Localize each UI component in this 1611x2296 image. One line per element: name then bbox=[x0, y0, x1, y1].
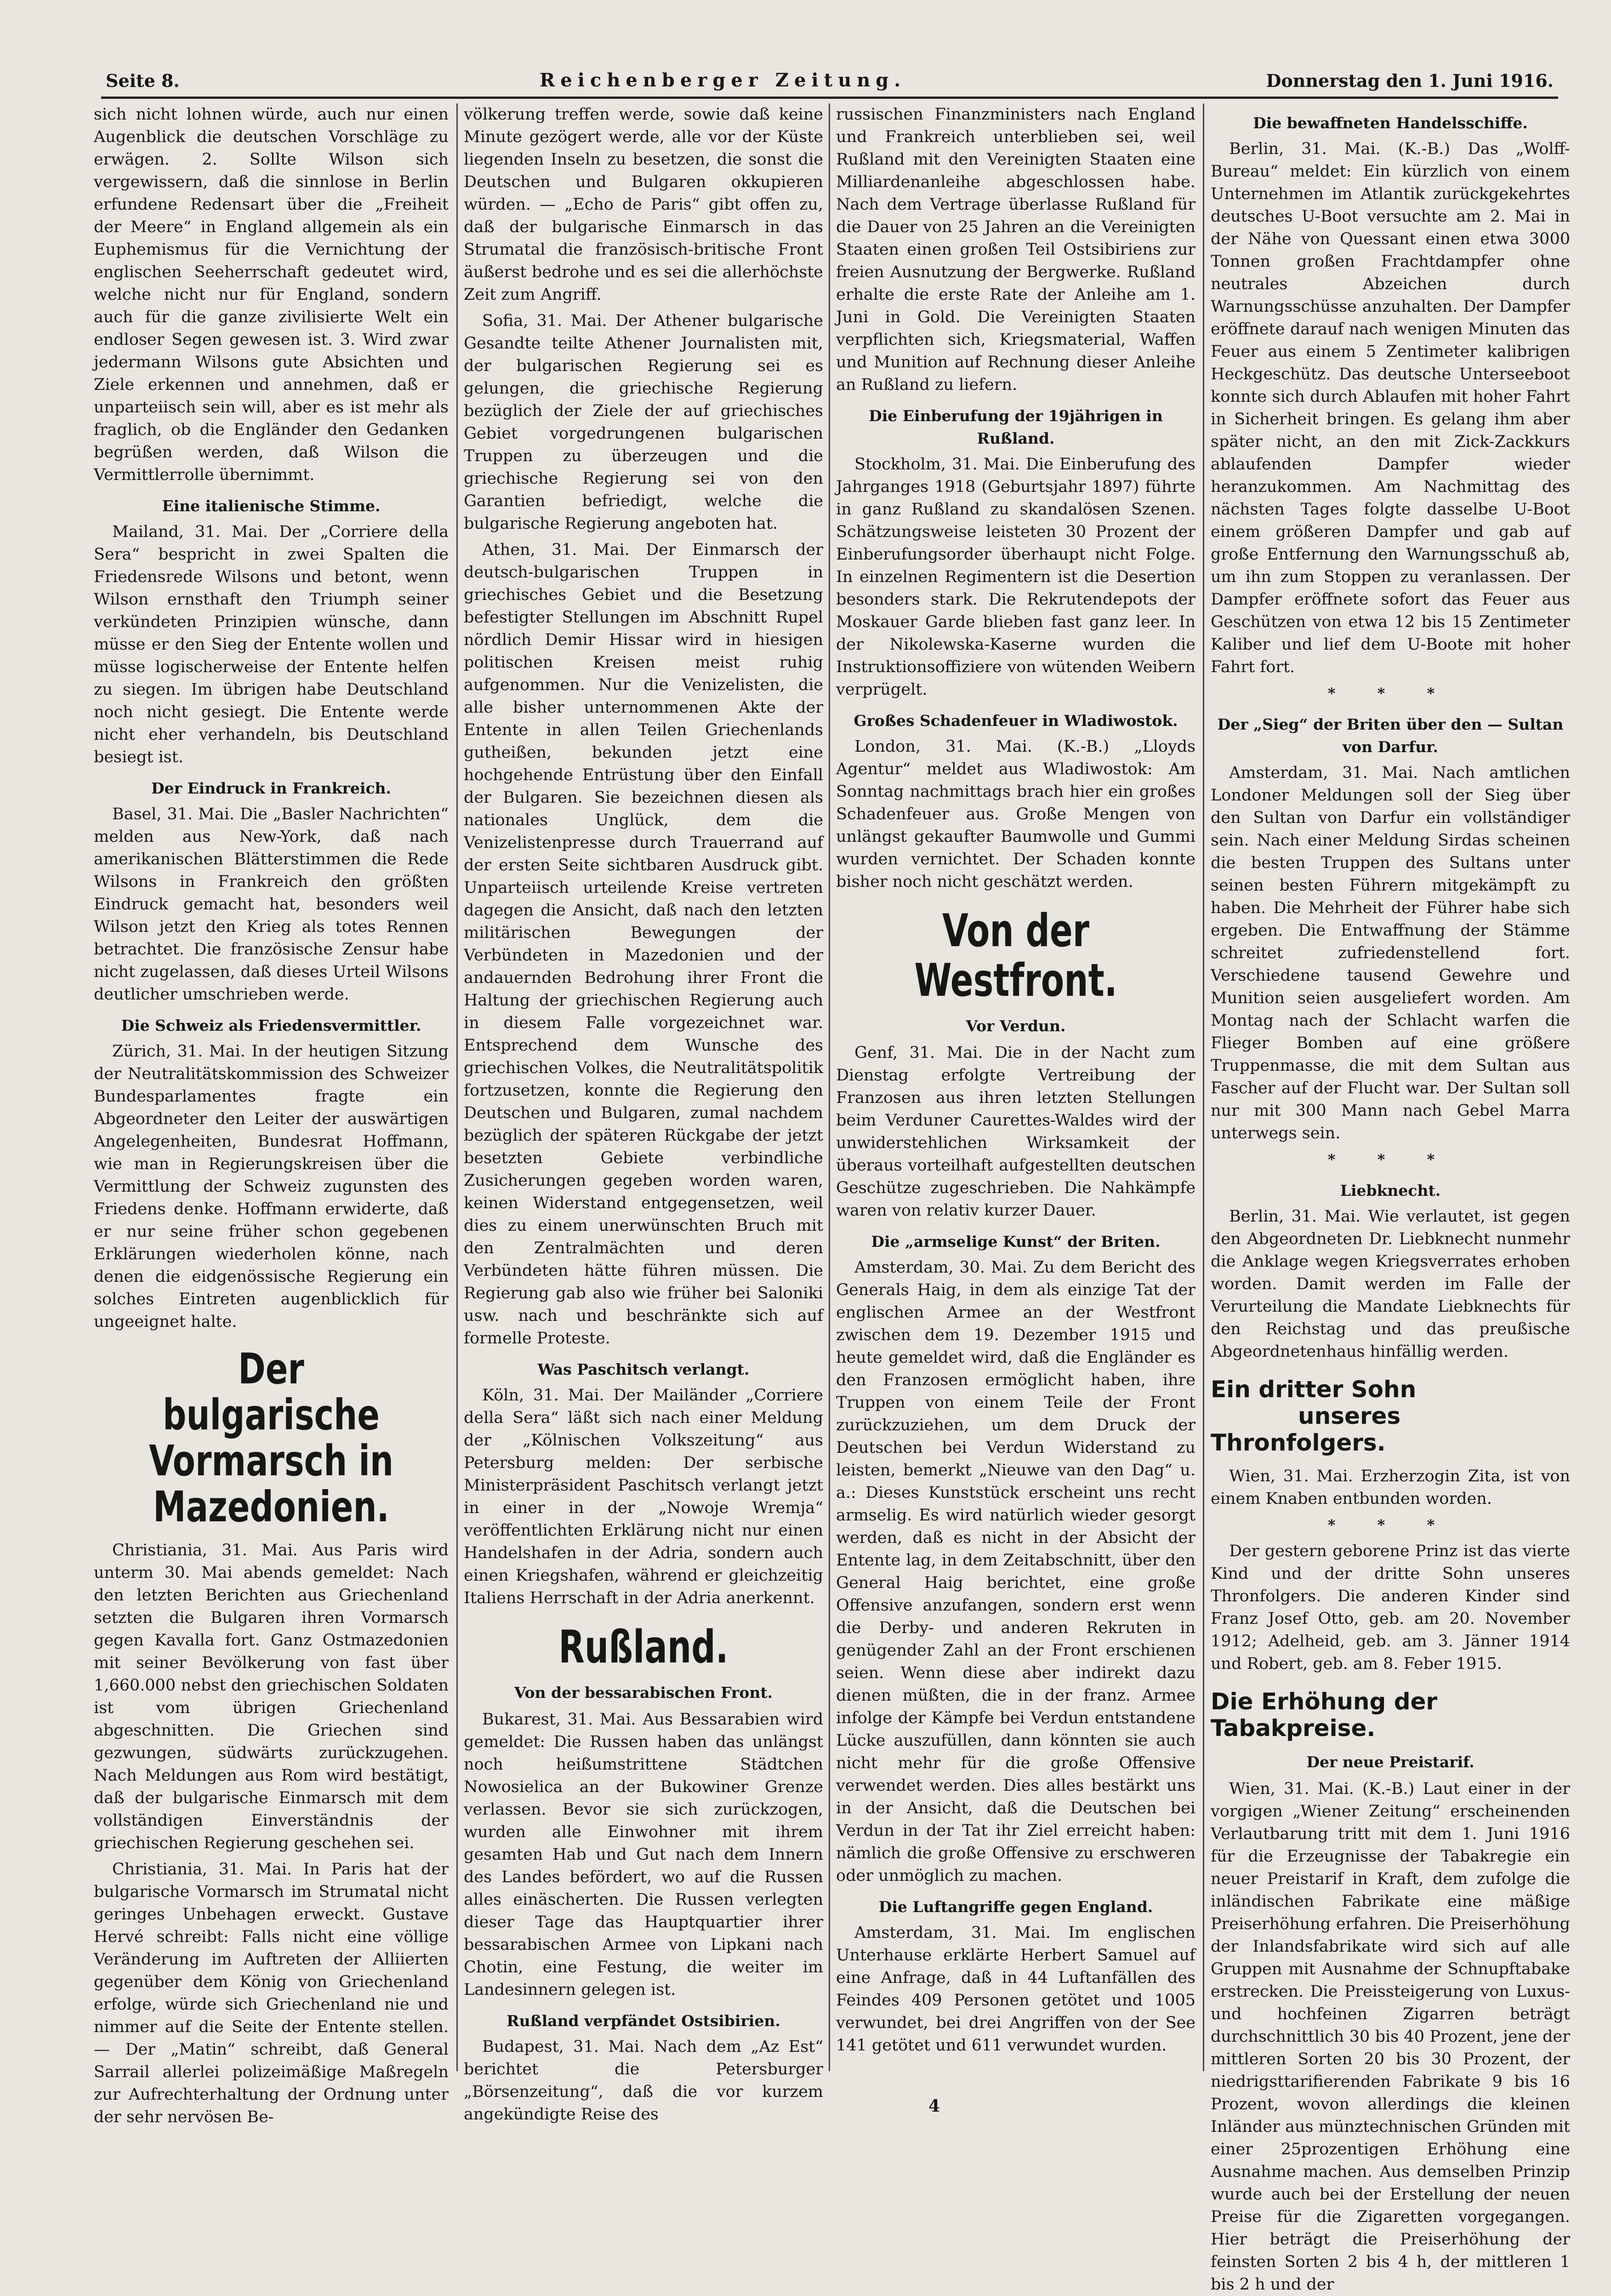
issue-date: Donnerstag den 1. Juni 1916. bbox=[1266, 70, 1554, 91]
article-heading: Eine italienische Stimme. bbox=[162, 497, 381, 515]
article-heading: Die Einberufung der 19jährigen in Rußland. bbox=[869, 407, 1163, 447]
subheading: Der neue Preistarif. bbox=[1306, 1753, 1474, 1771]
article-text: Stockholm, 31. Mai. Die Einberufung des Jahrganges 1918 (Geburtsjahr 1897) führte in ganz Rußland zu skandalösen Szenen. Schätzungsweise leisteten 30 Prozent der Einberufungsorder überhaupt nicht Folge. In einzelnen Regimentern ist die Desertion besonders stark. Die Rekrutendepots der Moskauer Garde blieben fast ganz leer. In der Nikolewska-Kaserne wurden die Instruktionsoffiziere von wütenden Weibern verprügelt. bbox=[836, 455, 1195, 699]
header-rule bbox=[101, 97, 1558, 99]
article-text: London, 31. Mai. (K.-B.) „Lloyds Agentur“ meldet aus Wladiwostok: Am Sonntag nachmittags brach hier ein großes Schadenfeuer aus. Große Mengen von unlängst gekaufter Baumwolle und Gummi wurden vernichtet. Der Schaden konnte bisher noch nicht geschätzt werden. bbox=[836, 737, 1195, 891]
headline-russia: Rußland. bbox=[558, 1621, 729, 1673]
subheading: Vor Verdun. bbox=[966, 1017, 1066, 1035]
article-text: Amsterdam, 31. Mai. Im englischen Unterhause erklärte Herbert Samuel auf eine Anfrage, daß in 44 Luftanfällen des Feindes 409 Personen getötet und 1005 verwundet, bei drei Angriffen von der See 141 getötet und 611 verwundet wurden. bbox=[836, 1924, 1195, 2055]
article-heading: Die Schweiz als Friedensvermittler. bbox=[121, 1017, 421, 1034]
article-heading: Liebknecht. bbox=[1340, 1182, 1441, 1199]
section-separator: * * * bbox=[1327, 685, 1453, 702]
section-separator: * * * bbox=[1327, 1151, 1453, 1168]
article-text: Wien, 31. Mai. (K.-B.) Laut einer in der vorgigen „Wiener Zeitung“ erscheinenden Verlautbarung tritt mit dem 1. Juni 1916 für die Erzeugnisse der Tabakregie ein neuer Preistarif in Kraft, dem zufolge die inländischen Fabrikate eine mäßige Preiserhöhung erfahren. Die Preiserhöhung der Inlandsfabrikate wird sich auf alle Gruppen mit Ausnahme der Schnupftabake erstrecken. Die Preissteigerung von Luxus- und hochfeinen Zigarren beträgt durchschnittlich 30 bis 40 Prozent, jene der mittleren Sorten 20 bis 30 Prozent, der niedrigsttarifierenden Fabrikate 9 bis 16 Prozent, wovon allerdings die kleinen Inländer aus münztechnischen Gründen mit einer 25prozentigen Erhöhung eine Ausnahme machen. Aus demselben Prinzip wurde auch bei der Erstellung der neuen Preise für die Zigaretten vorgegangen. Hier beträgt die Preiserhöhung der feinsten Sorten 2 bis 4 h, der mittleren 1 bis 2 h und der bbox=[1211, 1780, 1570, 2294]
column-3 bbox=[830, 103, 1202, 2071]
article-text: Amsterdam, 30. Mai. Zu dem Bericht des Generals Haig, in dem als einzige Tat der englischen Armee an der Westfront zwischen dem 19. Dezember 1915 und heute gemeldet wird, daß die Engländer es den Franzosen ermöglicht haben, ihre Truppen von einem Teile der Front zurückzuziehen, um dem Druck der Deutschen bei Verdun Widerstand zu leisten, bemerkt „Nieuwe van den Dag“ u. a.: Dieses Kunststück erscheint uns recht armselig. Es wird natürlich wieder gesorgt werden, daß es nicht in der Absicht der Entente lag, in dem Zeitabschnitt, über den General Haig berichtet, eine große Offensive anzufangen, sondern erst wenn die Derby- und anderen Rekruten in genügender Zahl an der Front erschienen seien. Wenn diese aber indirekt dazu dienen müßten, die in der franz. Armee infolge der Kämpfe bei Verdun entstandene Lücke auszufüllen, dann könnten sie auch nicht mehr für die große Offensive verwendet werden. Dies alles bestärkt uns in der Ansicht, daß die Deutschen bei Verdun in der Tat ihr Ziel erreicht haben: nämlich die große Offensive zu erschweren oder unmöglich zu machen. bbox=[836, 1258, 1195, 1885]
article-text: Berlin, 31. Mai. Wie verlautet, ist gegen den Abgeordneten Dr. Liebknecht nunmehr die Anklage wegen Kriegsverrates erhoben worden. Damit werden im Falle der Verurteilung die Mandate Liebknechts für den Reichstag und das preußische Abgeordnetenhaus hinfällig werden. bbox=[1211, 1207, 1570, 1361]
article-text: Amsterdam, 31. Mai. Nach amtlichen Londoner Meldungen soll der Sieg über den Sultan von Darfur ein vollständiger sein. Nach einer Meldung Sirdas scheinen die besten Truppen des Sultans unter seinen besten Führern mitgekämpft zu haben. Die Mehrheit der Führer habe sich ergeben. Die Entwaffnung der Stämme schreitet zufriedenstellend fort. Verschiedene tausend Gewehre und Munition seien ausgeliefert worden. Am Montag nach der Schlacht warfen die Flieger Bomben auf eine größere Truppenmasse, die mit dem Sultan aus Fascher auf der Flucht war. Der Sultan soll nur mit 300 Mann nach Gebel Marra unterwegs sein. bbox=[1211, 764, 1570, 1142]
column-4 bbox=[1204, 103, 1577, 2294]
subheading: Von der bessarabischen Front. bbox=[514, 1684, 773, 1702]
article-text: Sofia, 31. Mai. Der Athener bulgarische Gesandte teilte Athener Journalisten mit, der bulgarischen Regierung sei es gelungen, die griechische Regierung bezüglich der Ziele der auf griechisches Gebiet vorgedrungenen bulgarischen Truppen zu überzeugen und die griechische Regierung sei von den Garantien befriedigt, welche die bulgarische Regierung angeboten hat. bbox=[464, 312, 823, 533]
article-text: Berlin, 31. Mai. (K.-B.) Das „Wolff-Bureau“ meldet: Ein kürzlich von einem Unternehmen im Atlantik zurückgekehrtes deutsches U-Boot versuchte am 2. Mai in der Nähe von Quessant einen etwa 3000 Tonnen großen Frachtdampfer ohne neutrales Abzeichen durch Warnungsschüsse anzuhalten. Der Dampfer eröffnete darauf nach wenigen Minuten das Feuer aus einem 5 Zentimeter kalibrigen Heckgeschütz. Das deutsche Unterseeboot konnte sich durch Ablaufen mit hoher Fahrt in Sicherheit bringen. Es gelang ihm aber später nicht, an den mit Zick-Zackkurs ablaufenden Dampfer wieder heranzukommen. Am Nachmittag des nächsten Tages folgte dasselbe U-Boot einem größeren Dampfer und gab auf große Entfernung den Warnungsschuß ab, um ihn zum Stoppen zu veranlassen. Der Dampfer eröffnete sofort das Feuer aus Geschützen von etwa 12 bis 15 Zentimeter Kaliber und lief dem U-Boote mit hoher Fahrt fort. bbox=[1211, 140, 1570, 676]
article-heading: Rußland verpfändet Ostsibirien. bbox=[507, 2012, 780, 2030]
headline-third-son bbox=[1211, 1376, 1570, 1456]
article-heading: Der „Sieg“ der Briten über den — Sultan von Darfur. bbox=[1217, 715, 1564, 756]
column-2 bbox=[457, 103, 830, 2124]
article-text: Zürich, 31. Mai. In der heutigen Sitzung der Neutralitätskommission des Schweizer Bundesparlamentes fragte ein Abgeordneter den Leiter der auswärtigen Angelegenheiten, Bundesrat Hoffmann, wie man in Regierungskreisen über die Vermittlung der Schweiz zugunsten des Friedens denke. Hoffmann erwiderte, daß er nur seine früher schon gegebenen Erklärungen wiederholen könne, nach denen die eidgenössische Regierung ein solches Eintreten augenblicklich für ungeeignet halte. bbox=[94, 1042, 449, 1331]
article-text: Der gestern geborene Prinz ist das vierte Kind und der dritte Sohn unseres Thronfolgers. Die anderen Kinder sind Franz Josef Otto, geb. am 20. November 1912; Adelheid, geb. am 3. Jänner 1914 und Robert, geb. am 8. Feber 1915. bbox=[1211, 1542, 1570, 1673]
article-text: russischen Finanzministers nach England und Frankreich unterblieben sei, weil Rußland mit den Vereinigten Staaten eine Milliardenanleihe abgeschlossen habe. Nach dem Vertrage überlasse Rußland für die Dauer von 25 Jahren an die Vereinigten Staaten einen großen Teil Ostsibiriens zur freien Ausnutzung der Bergwerke. Rußland erhalte die erste Rate der Anleihe am 1. Juni in Gold. Die Vereinigten Staaten verpflichten sich, Kriegsmaterial, Waffen und Munition auf Rechnung dieser Anleihe an Rußland zu liefern. bbox=[836, 105, 1195, 394]
article-text: Genf, 31. Mai. Die in der Nacht zum Dienstag erfolgte Vertreibung der Franzosen aus ihren letzten Stellungen beim Verduner Caurettes-Waldes wird der unwiderstehlichen Wirksamkeit der überaus vorteilhaft aufgestellten deutschen Geschütze zugeschrieben. Die Nahkämpfe waren von relativ kurzer Dauer. bbox=[836, 1044, 1195, 1220]
article-text: Mailand, 31. Mai. Der „Corriere della Sera“ bespricht in zwei Spalten die Friedensrede Wilsons und betont, wenn Wilson ernsthaft den Triumph seiner verkündeten Prinzipien wünsche, dann müsse er den Sieg der Entente wollen und müsse logischerweise der Entente helfen zu siegen. Im übrigen habe Deutschland noch nicht gesiegt. Die Entente werde nicht eher verhandeln, bis Deutschland besiegt ist. bbox=[94, 523, 449, 766]
article-text: Christiania, 31. Mai. In Paris hat der bulgarische Vormarsch im Strumatal nicht geringes Unbehagen erweckt. Gustave Hervé schreibt: Falls nicht eine völlige Veränderung im Auftreten der Alliierten gegenüber dem König von Griechenland erfolge, würde sich Griechenland nie und nimmer auf die Seite der Entente stellen. — Der „Matin“ schreibt, daß General Sarrail allerlei polizeimäßige Maßregeln zur Aufrechterhaltung der Ordnung unter der sehr nervösen Be- bbox=[94, 1860, 449, 2126]
article-heading: Was Paschitsch verlangt. bbox=[537, 1360, 750, 1378]
page-header bbox=[106, 59, 1554, 91]
article-heading: Die Luftangriffe gegen England. bbox=[878, 1898, 1153, 1916]
headline-line: Ein dritter Sohn bbox=[1211, 1376, 1417, 1403]
headline-tobacco-prices: Die Erhöhung der Tabakpreise. bbox=[1211, 1688, 1438, 1742]
article-text: Wien, 31. Mai. Erzherzogin Zita, ist von einem Knaben entbunden worden. bbox=[1211, 1467, 1570, 1508]
folio-number: 4 bbox=[928, 2096, 940, 2116]
article-text: sich nicht lohnen würde, auch nur einen Augenblick die deutschen Vorschläge zu erwägen. 2. Sollte Wilson sich vergewissern, daß die sinnlose in Berlin erfundene Redensart über die „Freiheit der Meere“ in England allgemein als ein Euphemismus für die Vernichtung der englischen Seeherrschaft gedeutet wird, welche nicht nur für England, sondern auch für die ganze zivilisierte Welt ein endloser Segen gewesen ist. 3. Wird zwar jedermann Wilsons gute Absichten und Ziele erkennen und annehmen, daß er unparteiisch sein will, aber es ist mehr als fraglich, ob die Engländer den Gedanken begrüßen werden, daß Wilson die Vermittlerrolle übernimmt. bbox=[94, 105, 449, 484]
article-heading: Die bewaffneten Handelsschiffe. bbox=[1253, 114, 1528, 132]
article-text: Budapest, 31. Mai. Nach dem „Az Est“ berichtet die Petersburger „Börsenzeitung“, daß die vor kurzem angekündigte Reise des bbox=[464, 2038, 823, 2124]
headline-bulgarian-advance: Der bulgarische Vormarsch in Mazedonien. bbox=[149, 1344, 393, 1531]
column-1 bbox=[87, 103, 455, 2126]
headline-line: unseres Thronfolgers. bbox=[1211, 1403, 1401, 1456]
article-text: Christiania, 31. Mai. Aus Paris wird unterm 30. Mai abends gemeldet: Nach den letzten Berichten aus Griechenland setzten die Bulgaren ihren Vormarsch gegen Kavalla fort. Ganz Ostmazedonien mit seiner Bevölkerung von fast über 1,660.000 nebst den griechischen Soldaten ist vom übrigen Griechenland abgeschnitten. Die Griechen sind gezwungen, südwärts zurückzugehen. Nach Meldungen aus Rom wird bestätigt, daß der bulgarische Einmarsch mit dem vollständigen Einverständnis der griechischen Regierung geschehen sei. bbox=[94, 1541, 449, 1852]
article-text: Athen, 31. Mai. Der Einmarsch der deutsch-bulgarischen Truppen in griechisches Gebiet und die Besetzung befestigter Stellungen im Abschnitt Rupel nördlich Demir Hissar wird in hiesigen politischen Kreisen meist ruhig aufgenommen. Nur die Venizelisten, die alle bisher unternommenen Akte der Entente in allen Teilen Griechenlands gutheißen, bekunden jetzt eine hochgehende Entrüstung über den Einfall der Bulgaren. Sie bezeichnen diesen als nationales Unglück, dem die Venizelistenpresse durch Trauerrand auf der ersten Seite sichtbaren Ausdruck gibt. Unparteiisch urteilende Kreise vertreten dagegen die Ansicht, daß nach den letzten militärischen Bewegungen der Verbündeten in Mazedonien und der andauernden Bedrohung ihrer Front die Haltung der griechischen Regierung auch in diesem Falle vorgezeichnet war. Entsprechend dem Wunsche des griechischen Volkes, die Neutralitätspolitik fortzusetzen, konnte die Regierung den Deutschen und Bulgaren, zumal nachdem bezüglich der späteren Rückgabe der jetzt besetzten Gebiete verbindliche Zusicherungen gegeben worden waren, keinen Widerstand entgegensetzen, weil dies zu einem unerwünschten Bruch mit den Zentralmächten und deren Verbündeten hätte führen müssen. Die Regierung gab also wie früher bei Saloniki usw. nach und beschränkte sich auf formelle Proteste. bbox=[464, 541, 823, 1348]
article-text: Basel, 31. Mai. Die „Basler Nachrichten“ melden aus New-York, daß nach amerikanischen Blätterstimmen die Rede Wilsons in Frankreich den größten Eindruck gemacht hat, besonders weil Wilson jetzt den Krieg als totes Rennen betrachtet. Die französische Zensur habe nicht zugelassen, daß dieses Urteil Wilsons deutlicher umschrieben werde. bbox=[94, 805, 449, 1004]
headline-western-front: Von der Westfront. bbox=[914, 905, 1117, 1007]
article-heading: Der Eindruck in Frankreich. bbox=[151, 779, 392, 797]
article-text: Köln, 31. Mai. Der Mailänder „Corriere della Sera“ läßt sich nach einer Meldung der „Kölnischen Volkszeitung“ aus Petersburg melden: Der serbische Ministerpräsident Paschitsch verlangt jetzt in einer in der „Nowoje Wremja“ veröffentlichten Erklärung nicht nur einen Handelshafen in der Adria, sondern auch einen Kriegshafen, während er gleichzeitig Italiens Herrschaft in der Adria anerkennt. bbox=[464, 1386, 823, 1607]
article-heading: Großes Schadenfeuer in Wladiwostok. bbox=[854, 712, 1178, 730]
page-number: Seite 8. bbox=[106, 70, 180, 91]
article-text: völkerung treffen werde, sowie daß keine Minute gezögert werde, alle vor der Küste liegenden Inseln zu besetzen, die sonst die Deutschen und Bulgaren okkupieren würden. — „Echo de Paris“ gibt offen zu, daß der bulgarische Einmarsch in das Strumatal die französisch-britische Front äußerst bedrohe und es sei die allerhöchste Zeit zum Angriff. bbox=[464, 105, 823, 304]
newspaper-title: Reichenberger Zeitung. bbox=[540, 69, 906, 91]
article-text: Bukarest, 31. Mai. Aus Bessarabien wird gemeldet: Die Russen haben das unlängst noch heißumstrittene Städtchen Nowosielica an der Bukowiner Grenze verlassen. Bevor sie sich zurückzogen, wurden alle Einwohner mit ihrem gesamten Hab und Gut nach dem Innern des Landes befördert, wo auf die Russen alles einäscherten. Die Russen verlegten dieser Tage das Hauptquartier ihrer bessarabischen Armee von Lipkani nach Chotin, eine Festung, die weiter im Landesinnern gelegen ist. bbox=[464, 1710, 823, 1999]
section-separator: * * * bbox=[1327, 1516, 1453, 1534]
article-heading: Die „armselige Kunst“ der Briten. bbox=[871, 1233, 1161, 1251]
